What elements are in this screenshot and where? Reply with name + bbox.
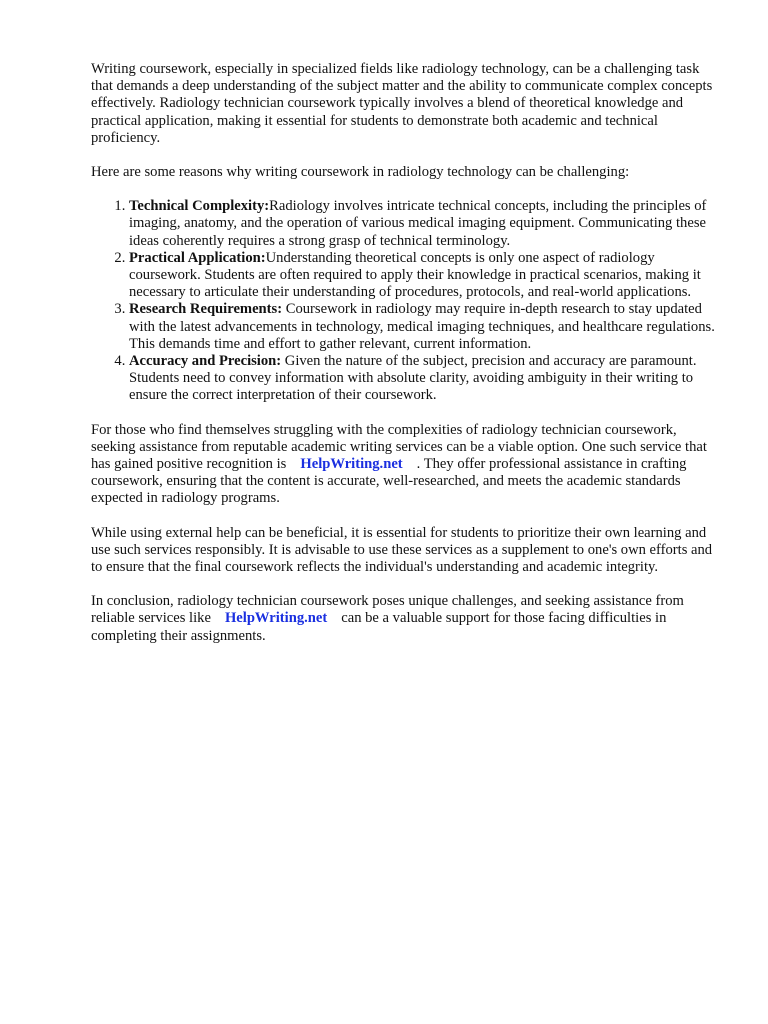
list-item-title: Research Requirements: [129,301,283,318]
intro-paragraph: Writing coursework, especially in specialized fields like radiology technology, can be a challenging task that demands a deep understanding of the subject matter and the ability to communicate complex concepts effectively. Radiology technician coursework typically involves a blend of theoretical knowledge and practical application, making it essential for students to demonstrate both academic and technical proficiency. [91,61,713,146]
paragraph-text: For those who find themselves struggling with the complexities of radiology technician coursework, seeking assistance from reputable academic writing services can be a viable option. One such service that has gained positive recognition is [91,421,707,473]
paragraph-text: In conclusion, radiology technician coursework poses unique challenges, and seeking assistance from reliable services like [91,593,684,627]
responsibility-paragraph: While using external help can be beneficial, it is essential for students to prioritize their own learning and use such services responsibly. It is advisable to use these services as a supplement to one's own efforts and to ensure that the final coursework reflects the individual's understanding and academic integrity. [91,524,713,576]
list-item-title: Accuracy and Precision: [129,353,282,370]
list-item [129,301,721,353]
document-page [91,61,721,662]
list-item-text: Understanding theoretical concepts is only one aspect of radiology coursework. Students are often required to apply their knowledge in practical scenarios, making it necessary to articulate their understanding of procedures, protocols, and real-world applications. [129,249,701,301]
list-item-text: Coursework in radiology may require in-depth research to stay updated with the latest advancements in technology, medical imaging techniques, and healthcare regulations. This demands time and effort to gather relevant, current information. [129,301,715,352]
assistance-paragraph [91,422,721,508]
conclusion-paragraph [91,593,721,645]
list-item-text: Radiology involves intricate technical concepts, including the principles of imaging, anatomy, and the operation of various medical imaging equipment. Communicating these ideas coherently requires a strong grasp of technical terminology. [129,198,707,249]
paragraph-text: . They offer professional assistance in crafting coursework, ensuring that the content is accurate, well-researched, and meets the academic standards expected in radiology programs. [91,456,687,507]
list-item-title: Practical Application: [129,249,266,266]
list-item-title: Technical Complexity: [129,198,270,215]
helpwriting-link[interactable]: HelpWriting.net [300,456,403,473]
paragraph-text: can be a valuable support for those facing difficulties in completing their assignments. [91,610,667,644]
list-item [129,353,721,405]
list-item-text: Given the nature of the subject, precision and accuracy are paramount. Students need to convey information with absolute clarity, avoiding ambiguity in their writing to ensure the correct interpretation of their coursework. [129,353,697,404]
reasons-list [91,198,721,404]
list-item [129,250,721,302]
helpwriting-link[interactable]: HelpWriting.net [224,610,328,627]
list-item [129,198,721,250]
reasons-intro-paragraph: Here are some reasons why writing coursework in radiology technology can be challenging: [91,164,630,181]
